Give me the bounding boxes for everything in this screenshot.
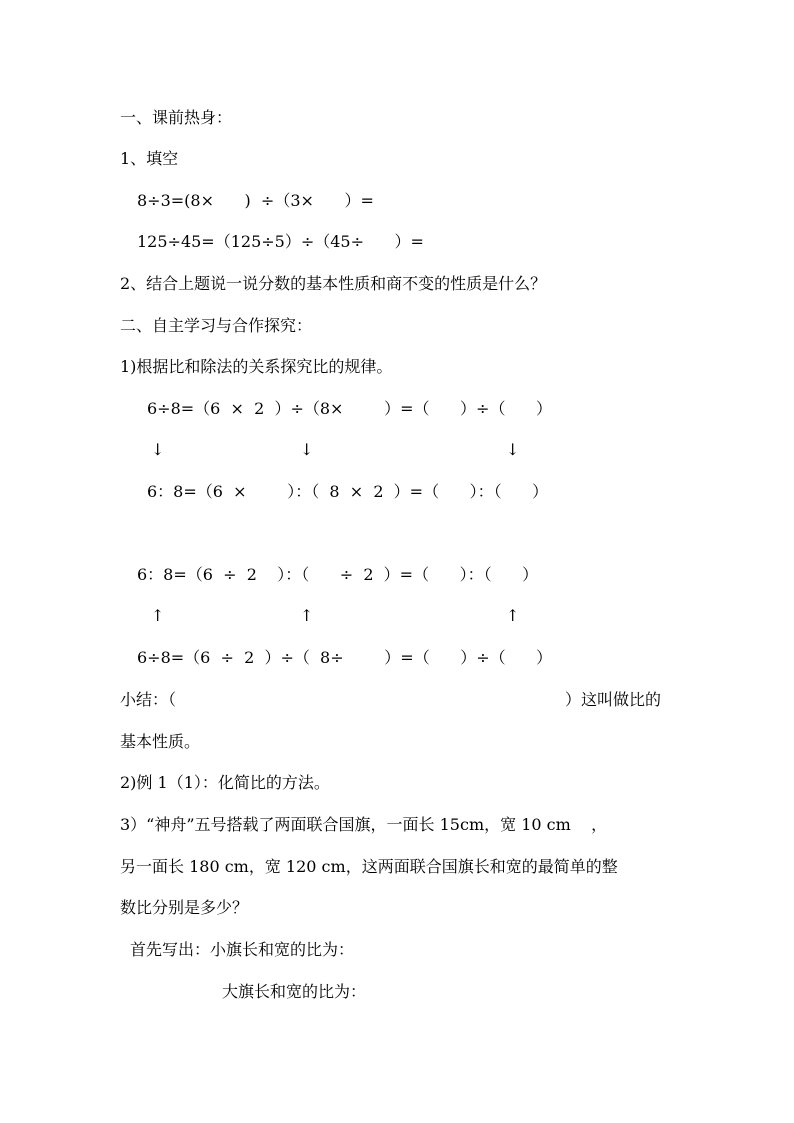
up-arrow-icon: ↑ [300, 606, 314, 625]
up-arrow-icon: ↑ [506, 606, 520, 625]
down-arrow-icon: ↓ [151, 440, 165, 459]
down-arrow-icon: ↓ [300, 440, 314, 459]
paragraph-3-line-1: 3）“神舟”五号搭载了两面联合国旗，一面长 15cm，宽 10 cm ， [120, 815, 608, 834]
section2-heading: 二、自主学习与合作探究： [120, 316, 313, 335]
equation-2: 125÷45=（125÷5）÷（45÷ ）= [137, 232, 424, 251]
ratio-row-3: 6：8=（6 ÷ 2 ）：（ ÷ 2 ）=（ ）：（ ） [137, 565, 539, 584]
down-arrow-icon: ↓ [506, 440, 520, 459]
up-arrow-icon: ↑ [151, 606, 165, 625]
summary-continuation: 基本性质。 [120, 732, 201, 751]
paragraph-3-line-2: 另一面长 180 cm，宽 120 cm，这两面联合国旗长和宽的最简单的整 [120, 857, 618, 876]
ratio-row-2: 6：8=（6 × ）：（ 8 × 2 ）=（ ）：（ ） [147, 482, 549, 501]
summary-end: ）这叫做比的 [565, 690, 662, 709]
paragraph-3-line-3: 数比分别是多少？ [120, 898, 249, 917]
ratio-row-1: 6÷8=（6 × 2 ）÷（8× ）=（ ）÷（ ） [147, 399, 552, 418]
question1-label: 1、填空 [120, 149, 179, 168]
section1-heading: 一、课前热身： [120, 108, 233, 127]
ratio-row-4: 6÷8=（6 ÷ 2 ）÷（ 8÷ ）=（ ）÷（ ） [137, 648, 553, 667]
paragraph-2: 2)例 1（1）：化简比的方法。 [120, 773, 330, 792]
paragraph-1: 1)根据比和除法的关系探究比的规律。 [120, 357, 393, 376]
summary-start: 小结：（ [120, 690, 177, 709]
equation-1: 8÷3=(8× ) ÷（3× ）= [137, 191, 374, 210]
big-flag-line: 大旗长和宽的比为： [222, 982, 367, 1001]
question2: 2、结合上题说一说分数的基本性质和商不变的性质是什么？ [120, 274, 547, 293]
first-write-line: 首先写出：小旗长和宽的比为： [130, 940, 355, 959]
